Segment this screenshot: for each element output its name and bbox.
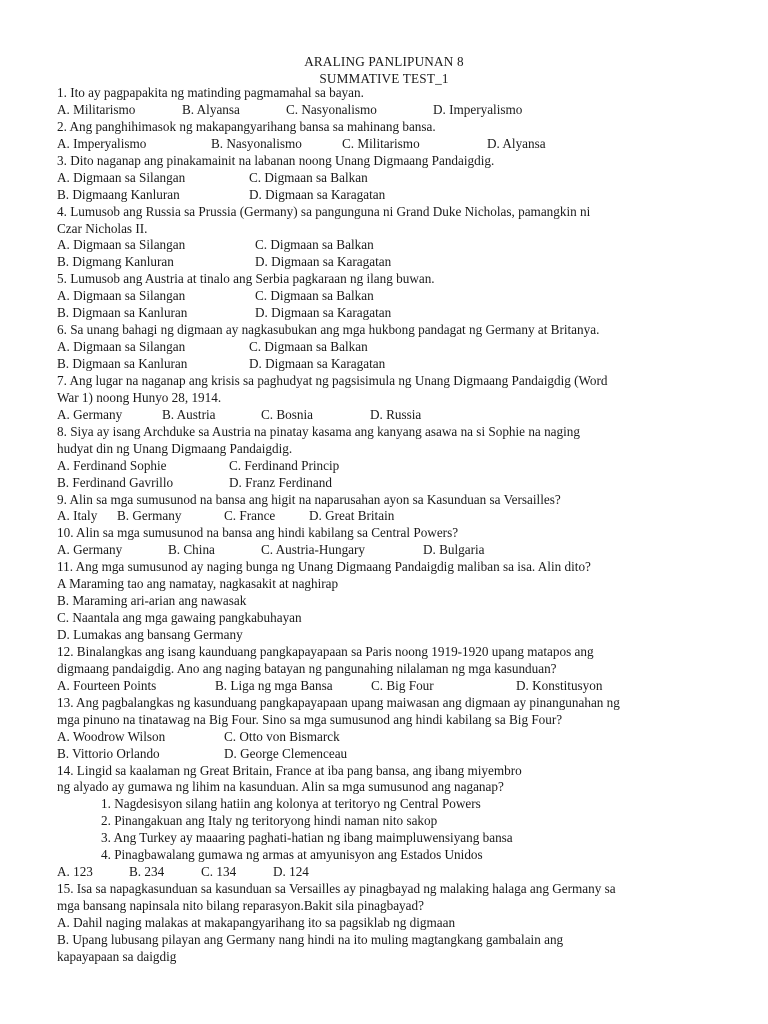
answer-choice: C. Digmaan sa Balkan [255,237,374,253]
answer-choice: D. Franz Ferdinand [229,474,332,490]
answer-choice: D. Digmaan sa Karagatan [249,356,386,371]
answer-choice: A. Fourteen Points [57,677,157,693]
question-stem-line: 9. Alin sa mga sumusunod na bansa ang higit na naparusahan ayon sa Kasunduan sa Versailles? [57,491,561,507]
question-stem-line: hudyat din ng Unang Digmaang Pandaigdig. [57,440,293,456]
choice-row [57,254,717,271]
choice-row [57,475,717,492]
answer-choice: D. Digmaan sa Karagatan [249,186,386,202]
question-13 [57,695,717,763]
question-4 [57,204,717,272]
question-list [57,85,717,966]
choice-row [57,915,717,932]
answer-choice: A Maraming tao ang namatay, nagkasakit at naghirap [57,576,339,592]
answer-choice: B. Alyansa [182,101,240,117]
answer-choice: A. Digmaan sa Silangan [57,288,186,304]
choice-row [57,949,717,966]
question-stem-line: 3. Dito naganap ang pinakamainit na labanan noong Unang Digmaang Pandaigdig. [57,152,495,168]
test-header [0,53,768,87]
answer-choice: C. Austria-Hungary [261,542,366,558]
question-stem-line: 2. Ang panghihimasok ng makapangyarihang bansa sa mahinang bansa. [57,118,436,134]
answer-choice: A. Ferdinand Sophie [57,457,167,473]
answer-choice: A. Digmaan sa Silangan [57,339,186,355]
question-8 [57,424,717,492]
answer-choice: C. Digmaan sa Balkan [249,339,368,355]
choice-row [57,729,717,746]
answer-choice: D. Imperyalismo [433,101,523,117]
question-stem-line: Czar Nicholas II. [57,220,148,236]
answer-choice: C. Militarismo [342,135,420,151]
answer-choice: A. Italy [57,508,98,524]
question-14 [57,763,717,882]
question-2 [57,119,717,153]
question-6 [57,322,717,373]
choice-row [57,678,717,695]
answer-choice: B. Digmang Kanluran [57,254,174,270]
statement-item: 4. Pinagbawalang gumawa ng armas at amyunisyon ang Estados Unidos [101,847,483,863]
question-stem-line: 14. Lingid sa kaalaman ng Great Britain, France at iba pang bansa, ang ibang miyembro [57,762,522,778]
choice-row [57,170,717,187]
answer-choice: A. Dahil naging malakas at makapangyarihang ito sa pagsiklab ng digmaan [57,914,456,930]
answer-choice: B. 234 [129,864,165,880]
answer-choice: B. Ferdinand Gavrillo [57,474,174,490]
statement-item: 2. Pinangakuan ang Italy ng teritoryong hindi naman nito sakop [101,813,438,829]
answer-choice: C. Nasyonalismo [286,101,377,117]
answer-choice: D. George Clemenceau [224,745,348,761]
question-stem-line: 1. Ito ay pagpapakita ng matinding pagmamahal sa bayan. [57,85,364,100]
question-10 [57,525,717,559]
question-stem-line: 5. Lumusob ang Austria at tinalo ang Serbia pagkaraan ng ilang buwan. [57,271,435,287]
question-stem-line: ng alyado ay gumawa ng lihim na kasunduan. Alin sa mga sumusunod ang naganap? [57,779,504,795]
answer-choice: D. Great Britain [309,508,395,524]
answer-choice: B. Digmaan sa Kanluran [57,356,188,371]
choice-row [57,864,717,881]
question-12 [57,644,717,695]
question-9 [57,492,717,526]
question-stem-line: mga bansang napinsala nito bilang reparasyon.Bakit sila pinagbayad? [57,898,424,913]
answer-choice: D. Russia [370,406,422,422]
question-15 [57,881,717,966]
answer-choice: C. Naantala ang mga gawaing pangkabuhayan [57,610,302,626]
choice-row [57,610,717,627]
answer-choice: D. 124 [273,864,309,880]
choice-row [57,187,717,204]
answer-choice: B. Vittorio Orlando [57,745,160,761]
choice-row [57,136,717,153]
choice-row [57,593,717,610]
answer-choice: A. Germany [57,542,123,558]
question-5 [57,271,717,322]
answer-choice: C. France [224,508,276,524]
answer-choice: B. Digmaan sa Kanluran [57,305,188,321]
answer-choice: C. Digmaan sa Balkan [249,169,368,185]
answer-choice: C. Bosnia [261,406,314,422]
choice-row [57,542,717,559]
answer-choice: A. Woodrow Wilson [57,728,166,744]
answer-choice: A. Digmaan sa Silangan [57,169,186,185]
answer-choice: A. 123 [57,864,93,880]
answer-choice: C. Otto von Bismarck [224,728,340,744]
answer-choice: D. Lumakas ang bansang Germany [57,627,243,642]
question-stem-line: War 1) noong Hunyo 28, 1914. [57,389,222,405]
choice-row [57,339,717,356]
answer-choice: B. Nasyonalismo [211,135,302,151]
answer-choice: C. Big Four [371,677,434,693]
answer-choice: B. Digmaang Kanluran [57,186,180,202]
choice-row [57,932,717,949]
answer-choice: B. Maraming ari-arian ang nawasak [57,593,247,609]
question-7 [57,373,717,424]
choice-row [57,407,717,424]
answer-choice: C. Digmaan sa Balkan [255,288,374,304]
question-stem-line: 12. Binalangkas ang isang kaunduang pangkapayapaan sa Paris noong 1919-1920 upang matapos ang [57,643,594,659]
choice-row [57,746,717,763]
choice-row [57,627,717,644]
answer-choice: D. Digmaan sa Karagatan [255,305,392,321]
answer-choice: C. 134 [201,864,237,880]
answer-choice: A. Germany [57,406,123,422]
choice-row [57,356,717,373]
answer-choice: B. Austria [162,406,216,422]
answer-choice: A. Militarismo [57,101,136,117]
question-stem-line: digmaang pandaigdig. Ano ang naging batayan ng pangunahing nilalaman ng mga kasunduan? [57,660,557,676]
answer-choice: A. Imperyalismo [57,135,147,151]
choice-row [57,102,717,119]
question-1 [57,85,717,119]
choice-row [57,305,717,322]
choice-row [57,237,717,254]
question-stem-line: mga pinuno na tinatawag na Big Four. Sino sa mga sumusunod ang hindi kabilang sa Big Four? [57,711,563,727]
statement-item: 1. Nagdesisyon silang hatiin ang kolonya at teritoryo ng Central Powers [101,796,481,812]
answer-choice: D. Digmaan sa Karagatan [255,254,392,270]
question-stem-line: 13. Ang pagbalangkas ng kasunduang pangkapayapaan upang maiwasan ang digmaan ay pinangunahan ng [57,694,620,710]
statement-item: 3. Ang Turkey ay maaaring paghati-hatian ng ibang maimpluwensiyang bansa [101,830,513,846]
answer-choice: D. Konstitusyon [516,677,603,693]
answer-choice: B. Germany [117,508,182,524]
question-3 [57,153,717,204]
answer-choice: B. Liga ng mga Bansa [215,677,333,693]
question-stem-line: 10. Alin sa mga sumusunod na bansa ang hindi kabilang sa Central Powers? [57,525,459,541]
question-stem-line: 15. Isa sa napagkasunduan sa kasunduan sa Versailles ay pinagbayad ng malaking halaga ang Germany sa [57,881,616,897]
question-stem-line: 11. Ang mga sumusunod ay naging bunga ng Unang Digmaang Pandaigdig maliban sa isa. Alin dito? [57,559,591,575]
question-stem-line: 7. Ang lugar na naganap ang krisis sa paghudyat ng pagsisimula ng Unang Digmaang Pandaigdig (Word [57,372,608,388]
choice-row [57,458,717,475]
answer-choice: B. Upang lubusang pilayan ang Germany nang hindi na ito muling magtangkang gambalain ang [57,931,564,947]
choice-row [57,508,717,525]
question-stem-line: 6. Sa unang bahagi ng digmaan ay nagkasubukan ang mga hukbong pandagat ng Germany at Britanya. [57,322,600,338]
answer-choice: D. Alyansa [487,135,546,151]
answer-choice: D. Bulgaria [423,542,485,558]
choice-row [57,576,717,593]
subject-title: ARALING PANLIPUNAN 8 [304,54,464,69]
answer-choice: C. Ferdinand Princip [229,457,340,473]
answer-choice: A. Digmaan sa Silangan [57,237,186,253]
answer-choice: kapayapaan sa daigdig [57,948,177,964]
answer-choice: B. China [168,542,215,558]
question-stem-line: 4. Lumusob ang Russia sa Prussia (Germany) sa pangunguna ni Grand Duke Nicholas, pamangkin ni [57,203,591,219]
test-subtitle: SUMMATIVE TEST_1 [319,71,449,86]
question-stem-line: 8. Siya ay isang Archduke sa Austria na pinatay kasama ang kanyang asawa na si Sophie na naging [57,423,580,439]
question-11 [57,559,717,644]
choice-row [57,288,717,305]
